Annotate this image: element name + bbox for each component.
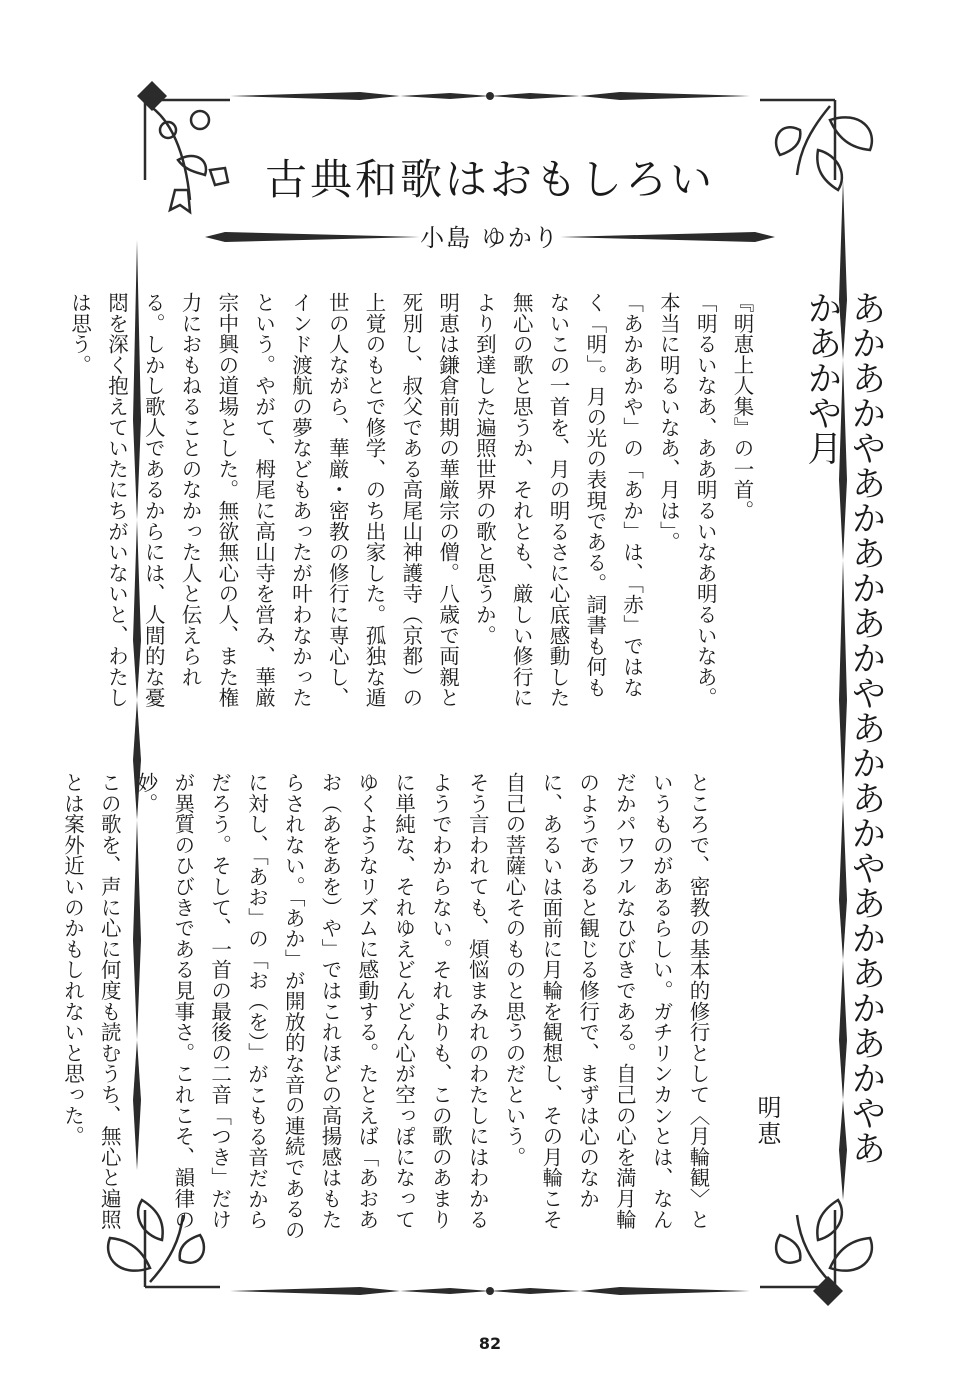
poem-author: 明恵 [753,1095,781,1147]
bottom-border-ornament [580,1287,750,1295]
top-border-left-ornament [230,92,400,100]
leaf-corner-icon [760,100,872,190]
flower-corner-icon [145,100,230,212]
bottom-border-ornament [490,1288,580,1294]
article-title: 古典和歌はおもしろい [264,155,715,204]
paragraph: そう言われても、煩悩まみれのわたしにはわかるようでわからない。それよりも、この歌のあまりに単純な、それゆえどんどん心が空っぽになってゆくようなリズムに感動する。たとえば「あおあお（あをあを）や」ではこれほどの高揚感はもたらされない。「あか」が開放的な音の連続であるのに対し、「あお」の「お（を）」がこもる音だからだろう。そして、一首の最後の二音「つき」だけが異質のひびきである見事さ。これこそ、韻律の妙。 [134,772,490,1241]
top-border-right-ornament [580,92,750,100]
author-rule-right [560,232,775,242]
paragraph: 『明恵上人集』の一首。 [730,292,754,521]
author-rule-left [205,232,420,242]
paragraph: 「明るいなあ、ああ明るいなあ明るいなあ。本当に明るいなあ、月は」。 [656,292,718,708]
top-border-right-ornament [490,93,580,99]
paragraph: 「あかあかや」の「あか」は、「赤」ではなく「明」。月の光の表現である。詞書も何もないこの一首を、月の明るさに心底感動した無心の歌と思うか、それとも、厳しい修行により到達した遍照世界の歌と思うか。 [472,292,644,708]
paragraph: 明恵は鎌倉前期の華厳宗の僧。八歳で両親と死別し、叔父である高尾山神護寺（京都）の上覚のもとで修学、のち出家した。孤独な遁世の人ながら、華厳・密教の修行に専心し、インド渡航の夢などもあったが叶わなかったという。やがて、栂尾に高山寺を営み、華厳宗中興の道場とした。無欲無心の人、また権力におもねることのなかった人と伝えられる。しかし歌人であるからには、人間的な憂悶を深く抱えていたにちがいないと、わたしは思う。 [67,292,460,708]
paragraph: この歌を、声に心に何度も読むうち、無心と遍照とは案外近いのかもしれないと思った。 [60,772,122,1230]
page-number: 82 [478,1334,502,1353]
featured-poem: あかあかやあかあかあかやあかあかやあかあかあかやあかあかや月 [802,290,886,1165]
article-body-lower [60,772,716,1244]
leaf-corner-icon [760,1200,872,1287]
author-name: 小島 ゆかり [420,224,560,252]
article-body-upper [67,292,760,712]
paragraph: ところで、密教の基本的修行として〈月輪観〉というものがあるらしい。ガチリンカンとは、なんだかパワフルなひびきである。自己の心を満月輪のようであると観じる修行で、まずは心のなかに、あるいは面前に月輪を観想し、その月輪こそ自己の菩薩心そのものと思うのだという。 [502,772,710,1230]
bottom-border-ornament [230,1287,400,1295]
top-border-left-ornament [400,93,490,99]
bottom-border-ornament [400,1288,490,1294]
